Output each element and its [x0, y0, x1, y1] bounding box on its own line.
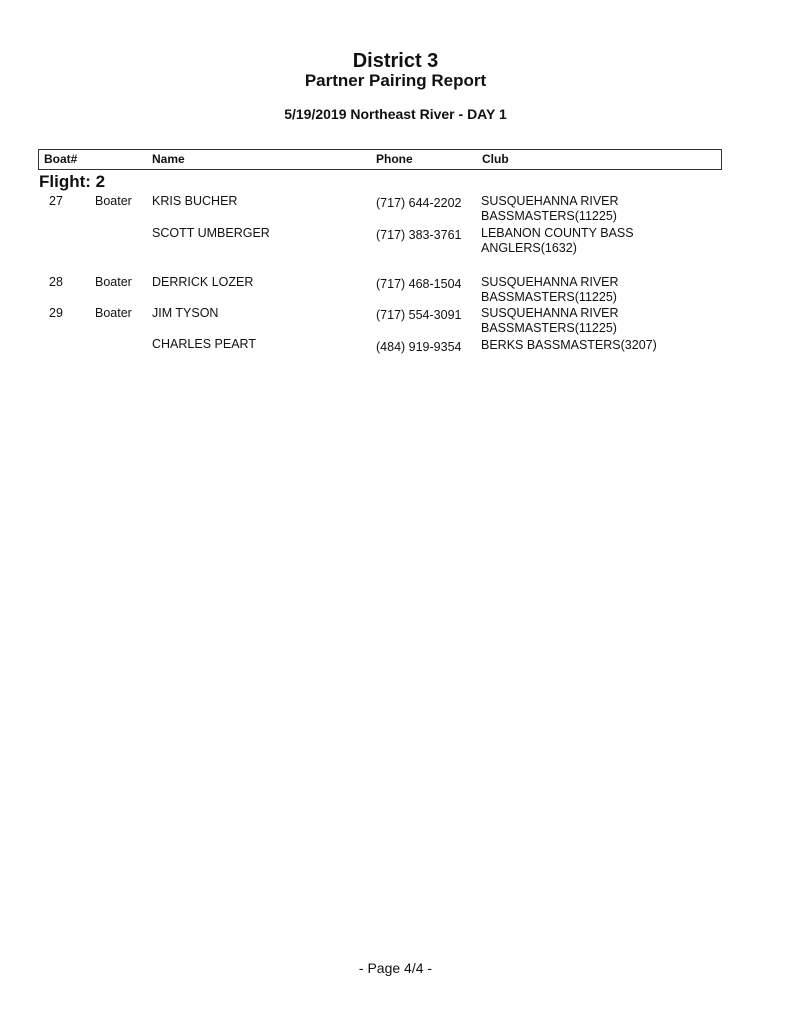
header-boat: Boat#: [44, 152, 78, 166]
club-line-1: SUSQUEHANNA RIVER: [481, 275, 619, 289]
club-line-1: SUSQUEHANNA RIVER: [481, 194, 619, 208]
angler-name: SCOTT UMBERGER: [152, 226, 270, 240]
angler-name: JIM TYSON: [152, 306, 219, 320]
event-title: 5/19/2019 Northeast River - DAY 1: [284, 106, 507, 122]
club-name: [481, 306, 681, 336]
club-line-1: BERKS BASSMASTERS(3207): [481, 338, 657, 352]
role-label: Boater: [95, 306, 132, 320]
phone-number: (484) 919-9354: [376, 340, 462, 354]
report-title: District 3: [352, 50, 439, 72]
flight-label: Flight: 2: [39, 172, 106, 191]
club-name: [481, 194, 681, 224]
phone-number: (717) 644-2202: [376, 196, 462, 210]
club-name: [481, 275, 681, 305]
club-line-2: BASSMASTERS(11225): [481, 321, 617, 335]
angler-name: DERRICK LOZER: [152, 275, 254, 289]
role-label: Boater: [95, 275, 132, 289]
report-subtitle: Partner Pairing Report: [304, 71, 487, 90]
club-line-2: BASSMASTERS(11225): [481, 290, 617, 304]
header-club: Club: [482, 152, 509, 166]
page-number: - Page 4/4 -: [358, 960, 433, 976]
boat-number: 28: [49, 275, 63, 289]
club-line-2: BASSMASTERS(11225): [481, 209, 617, 223]
club-line-1: SUSQUEHANNA RIVER: [481, 306, 619, 320]
boat-number: 29: [49, 306, 63, 320]
role-label: Boater: [95, 194, 132, 208]
header-phone: Phone: [376, 152, 413, 166]
phone-number: (717) 383-3761: [376, 228, 462, 242]
phone-number: (717) 554-3091: [376, 308, 462, 322]
club-name: [481, 338, 681, 353]
angler-name: KRIS BUCHER: [152, 194, 238, 208]
angler-name: CHARLES PEART: [152, 337, 256, 351]
club-name: [481, 226, 681, 256]
header-name: Name: [152, 152, 185, 166]
phone-number: (717) 468-1504: [376, 277, 462, 291]
club-line-1: LEBANON COUNTY BASS: [481, 226, 634, 240]
boat-number: 27: [49, 194, 63, 208]
club-line-2: ANGLERS(1632): [481, 241, 577, 255]
